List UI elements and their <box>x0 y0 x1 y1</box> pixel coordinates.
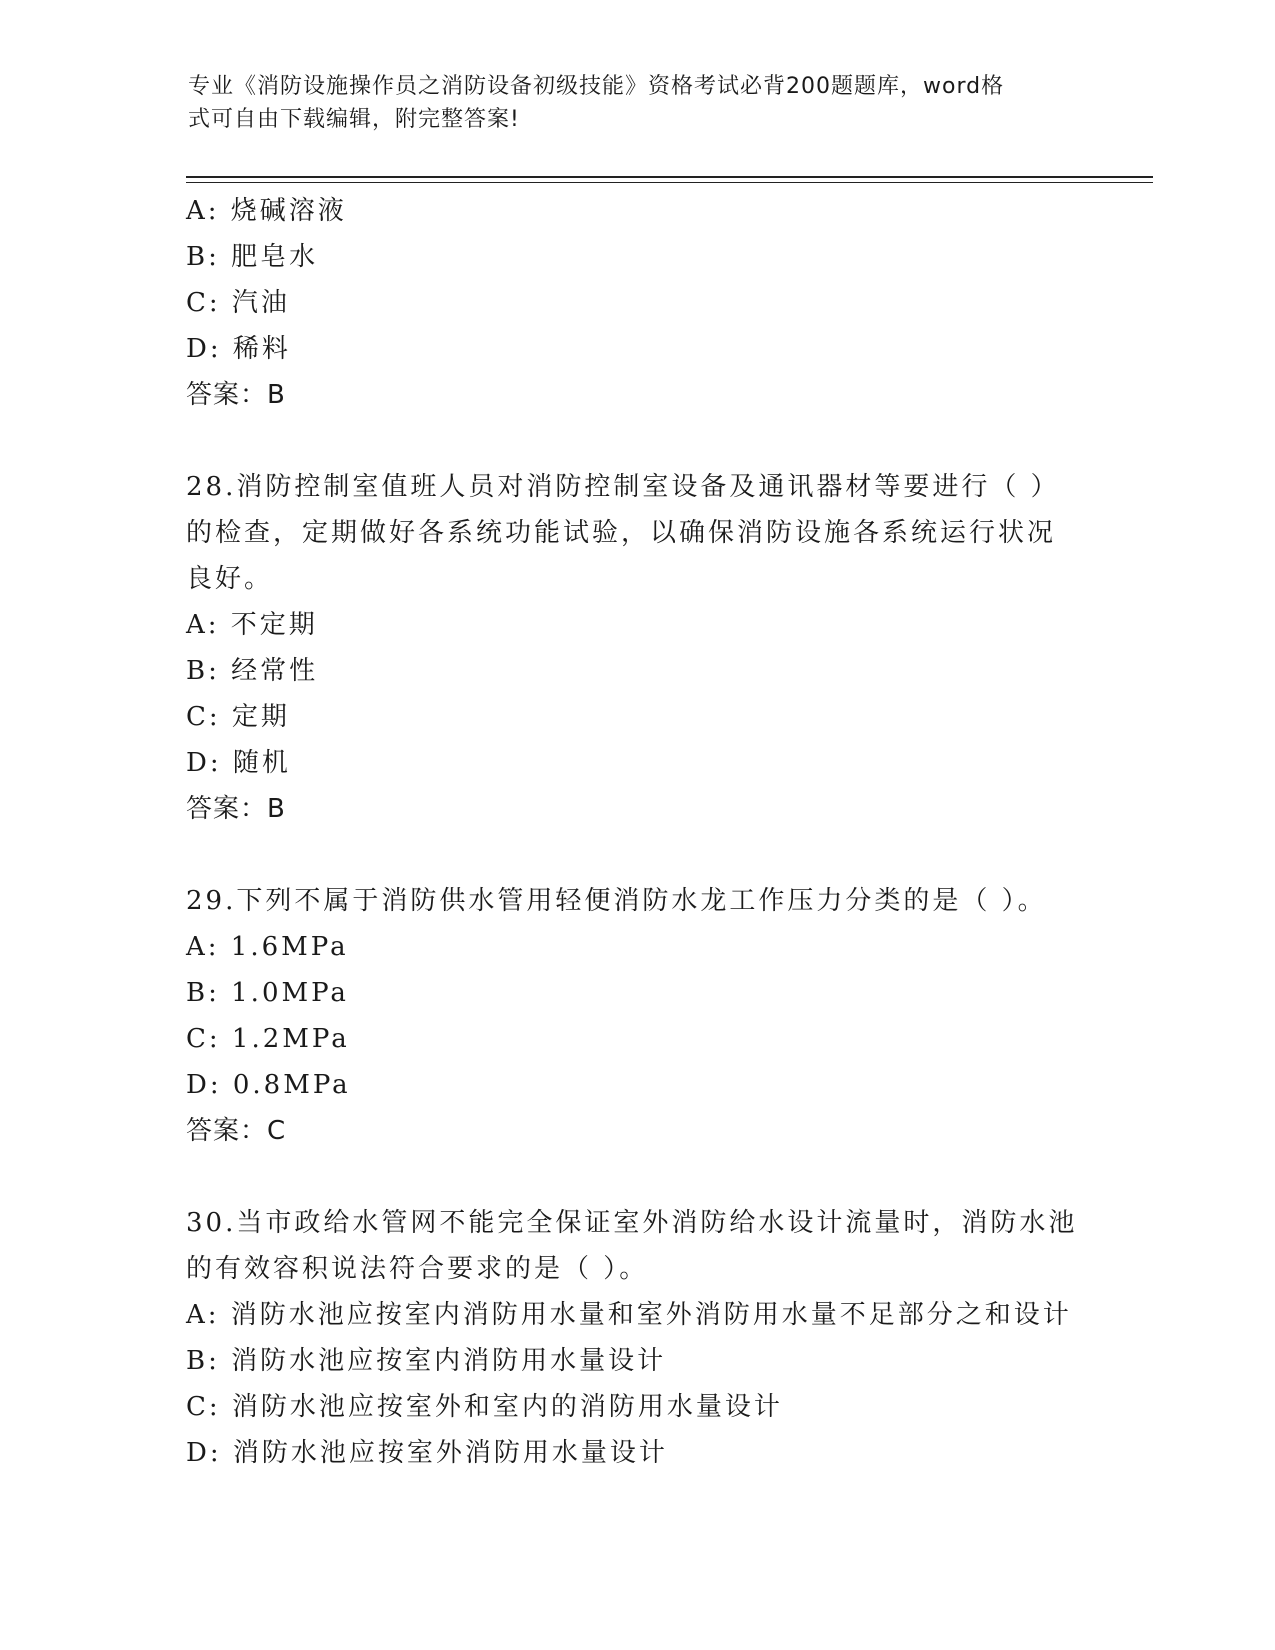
option-c: C: 消防水池应按室外和室内的消防用水量设计 <box>186 1392 783 1422</box>
answer: 答案：B <box>186 380 286 410</box>
question-30 <box>186 1200 1086 1476</box>
answer: 答案：B <box>186 794 286 824</box>
option-a: A: 烧碱溶液 <box>186 196 347 226</box>
option-c: C: 定期 <box>186 702 290 732</box>
header-line-1: 专业《消防设施操作员之消防设备初级技能》资格考试必背200题题库，word格 <box>188 74 1005 99</box>
header-divider-thin <box>186 182 1153 183</box>
option-a: A: 消防水池应按室内消防用水量和室外消防用水量不足部分之和设计 <box>186 1300 1072 1330</box>
question-text-line: 30.当市政给水管网不能完全保证室外消防给水设计流量时，消防水池 <box>186 1208 1078 1238</box>
option-d: D: 0.8MPa <box>186 1070 351 1100</box>
option-b: B: 肥皂水 <box>186 242 319 272</box>
option-d: D: 稀料 <box>186 334 291 364</box>
option-b: B: 经常性 <box>186 656 319 686</box>
document-header <box>188 70 1068 136</box>
option-d: D: 随机 <box>186 748 291 778</box>
answer: 答案：C <box>186 1116 287 1146</box>
option-c: C: 汽油 <box>186 288 290 318</box>
question-text-line: 28.消防控制室值班人员对消防控制室设备及通讯器材等要进行（ ） <box>186 472 1060 502</box>
option-a: A: 不定期 <box>186 610 318 640</box>
option-b: B: 1.0MPa <box>186 978 349 1008</box>
question-28 <box>186 464 1086 832</box>
question-text-line: 的有效容积说法符合要求的是（ ）。 <box>186 1254 649 1284</box>
question-text-line: 的检查，定期做好各系统功能试验，以确保消防设施各系统运行状况 <box>186 518 1057 548</box>
question-29 <box>186 878 1086 1154</box>
question-text-line: 29.下列不属于消防供水管用轻便消防水龙工作压力分类的是（ ）。 <box>186 886 1047 916</box>
option-a: A: 1.6MPa <box>186 932 349 962</box>
previous-question-continuation <box>186 188 1086 418</box>
header-line-2: 式可自由下载编辑，附完整答案! <box>188 107 520 132</box>
question-text-line: 良好。 <box>186 564 274 594</box>
header-divider-thick <box>186 176 1153 178</box>
option-d: D: 消防水池应按室外消防用水量设计 <box>186 1438 668 1468</box>
question-list <box>186 188 1086 1476</box>
option-c: C: 1.2MPa <box>186 1024 350 1054</box>
option-b: B: 消防水池应按室内消防用水量设计 <box>186 1346 667 1376</box>
